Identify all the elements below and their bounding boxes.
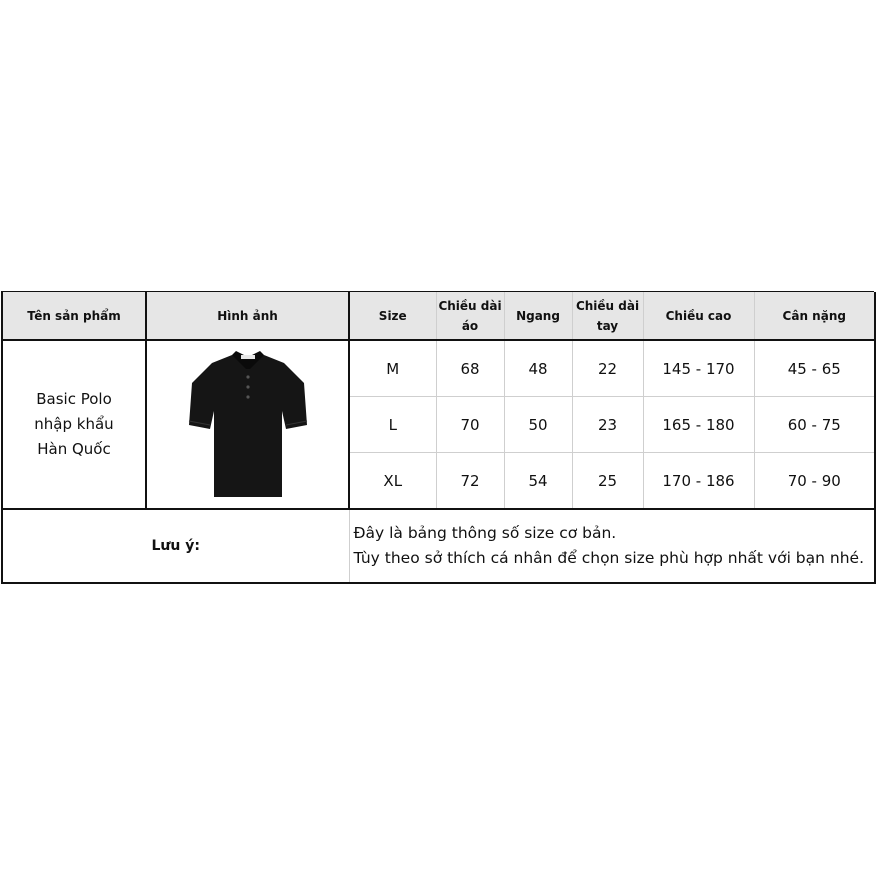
product-name-line3: Hàn Quốc: [37, 440, 111, 458]
sleeve-cell: 22: [572, 340, 643, 397]
size-cell: M: [349, 340, 436, 397]
note-row: [2, 509, 875, 583]
width-cell: 48: [504, 340, 572, 397]
height-cell: 165 - 180: [643, 397, 754, 453]
header-length-line2: áo: [461, 318, 479, 333]
table-row: [2, 340, 875, 397]
product-name-line2: nhập khẩu: [34, 415, 114, 433]
product-name-line1: Basic Polo: [36, 390, 112, 408]
width-cell: 50: [504, 397, 572, 453]
weight-cell: 70 - 90: [754, 453, 875, 510]
header-row: [2, 292, 875, 340]
header-weight: Cân nặng: [754, 292, 875, 340]
black-polo-shirt-icon: [188, 349, 308, 501]
header-sleeve-line1: Chiều dài: [575, 298, 640, 313]
header-product-name: Tên sản phẩm: [2, 292, 146, 340]
header-size: Size: [349, 292, 436, 340]
header-image: Hình ảnh: [146, 292, 349, 340]
width-cell: 54: [504, 453, 572, 510]
sleeve-cell: 25: [572, 453, 643, 510]
length-cell: 72: [436, 453, 504, 510]
height-cell: 170 - 186: [643, 453, 754, 510]
header-height: Chiều cao: [643, 292, 754, 340]
product-image-cell: [146, 340, 349, 509]
size-chart-table: [1, 292, 876, 584]
note-line2: Tùy theo sở thích cá nhân để chọn size phù hợp nhất với bạn nhé.: [353, 549, 865, 567]
weight-cell: 45 - 65: [754, 340, 875, 397]
header-sleeve-line2: tay: [596, 318, 619, 333]
length-cell: 70: [436, 397, 504, 453]
height-cell: 145 - 170: [643, 340, 754, 397]
note-text: [349, 509, 875, 583]
weight-cell: 60 - 75: [754, 397, 875, 453]
header-sleeve: [572, 292, 643, 340]
header-length: [436, 292, 504, 340]
sleeve-cell: 23: [572, 397, 643, 453]
note-line1: Đây là bảng thông số size cơ bản.: [353, 524, 617, 542]
size-cell: L: [349, 397, 436, 453]
header-length-line1: Chiều dài: [438, 298, 502, 313]
note-label: Lưu ý:: [2, 509, 349, 583]
header-width: Ngang: [504, 292, 572, 340]
product-name-cell: [2, 340, 146, 509]
size-cell: XL: [349, 453, 436, 510]
length-cell: 68: [436, 340, 504, 397]
